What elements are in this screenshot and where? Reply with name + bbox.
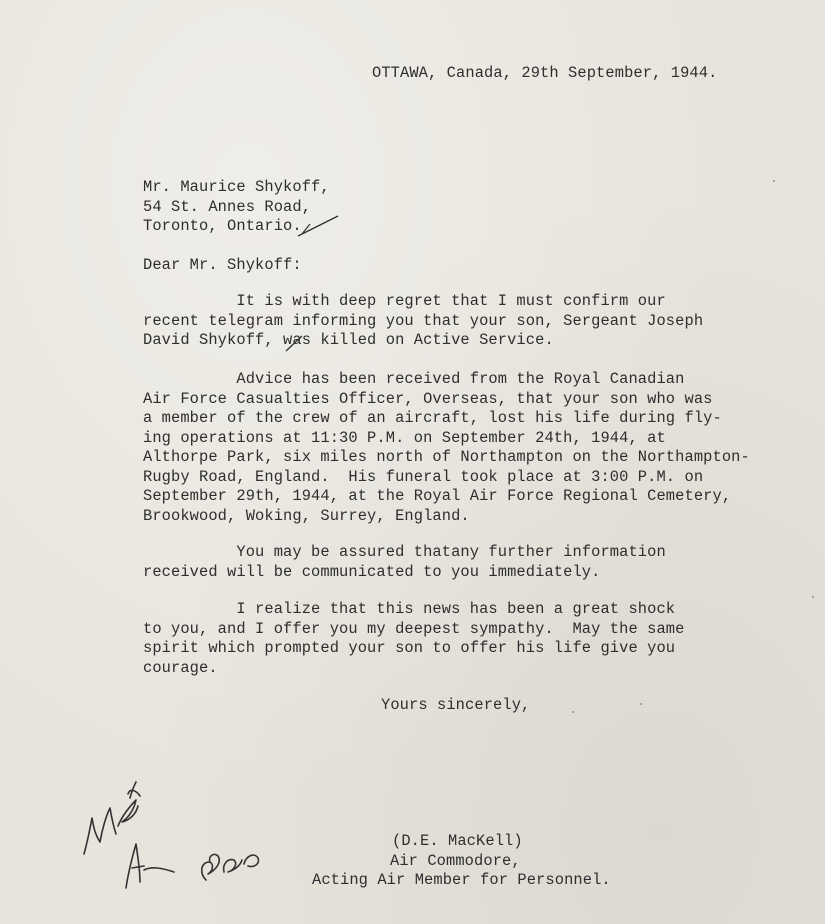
paragraph-further-info [143, 543, 666, 582]
paragraph-confirmation [143, 292, 703, 351]
text-line: Althorpe Park, six miles north of Northampton on the Northampton- [143, 448, 750, 466]
signatory-title: Acting Air Member for Personnel. [312, 871, 611, 889]
text-line: to you, and I offer you my deepest sympathy. May the same [143, 619, 685, 638]
text-line: Advice has been received from the Royal Canadian [143, 370, 685, 388]
date-line: OTTAWA, Canada, 29th September, 1944. [372, 64, 718, 82]
address-line: Toronto, Ontario. [143, 217, 302, 235]
text-line: spirit which prompted your son to offer his life give you [143, 639, 676, 657]
salutation: Dear Mr. Shykoff: [143, 256, 302, 274]
paper-speck [640, 703, 642, 705]
text-line: I realize that this news has been a great shock [143, 600, 676, 618]
handwritten-annotation [78, 770, 278, 900]
pen-tick-mark [296, 212, 340, 238]
text-line: David Shykoff, was killed on Active Service. [143, 331, 554, 349]
paper-speck [773, 180, 775, 182]
paragraph-details [143, 370, 750, 526]
text-line: ing operations at 11:30 P.M. on September 24th, 1944, at [143, 428, 666, 447]
paragraph-sympathy [143, 600, 684, 678]
text-line: courage. [143, 658, 218, 677]
paper-speck [812, 596, 814, 598]
address-line: 54 St. Annes Road, [143, 197, 312, 216]
address-line: Mr. Maurice Shykoff, [143, 178, 330, 196]
signatory-rank: Air Commodore, [390, 851, 521, 870]
signatory-name: (D.E. MacKell) [392, 832, 523, 850]
text-line: September 29th, 1944, at the Royal Air Force Regional Cemetery, [143, 487, 732, 505]
pen-slash-mark [283, 333, 305, 353]
text-line: It is with deep regret that I must confirm our [143, 292, 666, 310]
text-line: Air Force Casualties Officer, Overseas, that your son who was [143, 389, 713, 408]
text-line: Brookwood, Woking, Surrey, England. [143, 506, 470, 525]
text-line: Rugby Road, England. His funeral took place at 3:00 P.M. on [143, 467, 704, 486]
text-line: You may be assured thatany further information [143, 543, 666, 561]
closing: Yours sincerely, [381, 696, 531, 714]
text-line: a member of the crew of an aircraft, lost his life during fly- [143, 409, 722, 427]
text-line: received will be communicated to you immediately. [143, 562, 601, 581]
paper-speck [572, 711, 574, 713]
text-line: recent telegram informing you that your son, Sergeant Joseph [143, 311, 704, 330]
